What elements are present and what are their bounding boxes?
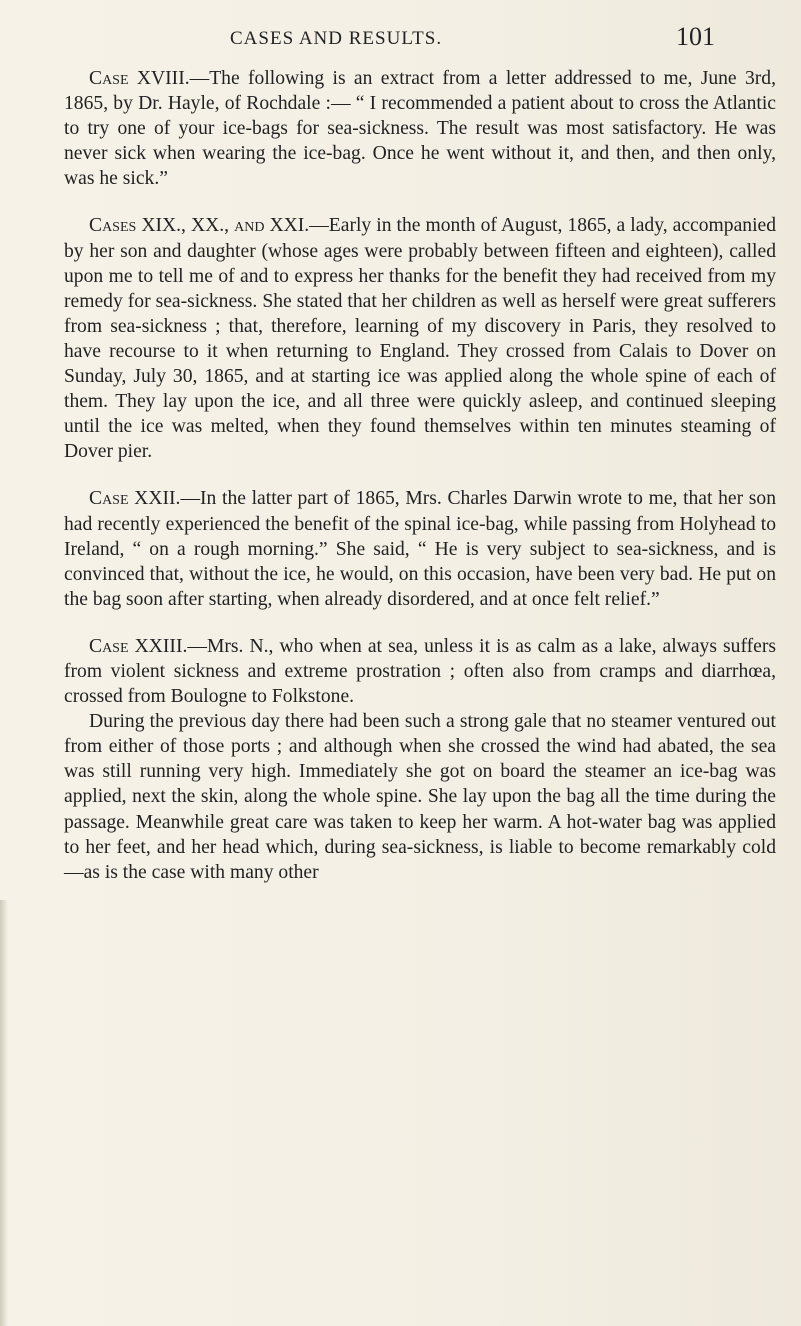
- paragraph-text: During the previous day there had been such a strong gale that no steamer ventured out from either of those ports ; and although when she crossed the wind had abated, the sea was still running very high. Immediately she got on board the steamer an ice-bag was applied, next the skin, along the whole spine. She lay upon the bag all the time during the passage. Meanwhile great care was taken to keep her warm. A hot-water bag was applied to her feet, and her head which, during sea-sickness, is liable to become remarkably cold—as is the case with many other: [64, 711, 776, 883]
- binding-shadow: [0, 900, 8, 1326]
- case-label: Cases XIX., XX., and XXI.: [89, 215, 310, 237]
- page-header: [0, 22, 801, 56]
- body-text: [64, 66, 776, 885]
- page-number: 101: [676, 22, 715, 51]
- paragraph-text: —In the latter part of 1865, Mrs. Charles Darwin wrote to me, that her son had recently experienced the benefit of the spinal ice-bag, while passing from Holyhead to Ireland, “ on a rough morning.” She said, “ He is very subject to sea-sickness, and is convinced that, without the ice, he would, on this occasion, have been very bad. He put on the bag soon after starting, when already disordered, and at once felt relief.”: [64, 488, 776, 610]
- running-head: CASES AND RESULTS.: [230, 28, 443, 49]
- case-label: Case XXII.: [89, 488, 181, 510]
- paragraph-case-23: [64, 634, 776, 709]
- paragraph-text: —Early in the month of August, 1865, a lady, accompanied by her son and daughter (whose ages were probably between fifteen and eighteen), called upon me to tell me of and to express her thanks for the benefit they had received from my remedy for sea-sickness. She stated that her children as well as herself were great sufferers from sea-sickness ; that, therefore, learning of my discovery in Paris, they resolved to have recourse to it when returning to England. They crossed from Calais to Dover on Sunday, July 30, 1865, and at starting ice was applied along the whole spine of each of them. They lay upon the ice, and all three were quickly asleep, and continued sleeping until the ice was melted, when they found themselves within ten minutes steaming of Dover pier.: [64, 215, 777, 463]
- paragraph-case-23-continued: [64, 709, 776, 885]
- paragraph-text: —The following is an extract from a letter addressed to me, June 3rd, 1865, by Dr. Hayle, of Rochdale :— “ I recommended a patient about to cross the Atlantic to try one of your ice-bags for sea-sickness. The result was most satisfactory. He was never sick when wearing the ice-bag. Once he went without it, and then, and then only, was he sick.”: [64, 68, 776, 190]
- paragraph-case-22: [64, 486, 776, 611]
- case-label: Case XXIII.: [89, 635, 188, 657]
- paragraph-cases-19-21: [64, 213, 776, 464]
- paragraph-case-18: [64, 66, 776, 191]
- case-label: Case XVIII.: [89, 68, 190, 89]
- paragraph-text: —Mrs. N., who when at sea, unless it is as calm as a lake, always suffers from violent sickness and extreme prostration ; often also from cramps and diarrhœa, crossed from Boulogne to Folkstone.: [64, 635, 776, 708]
